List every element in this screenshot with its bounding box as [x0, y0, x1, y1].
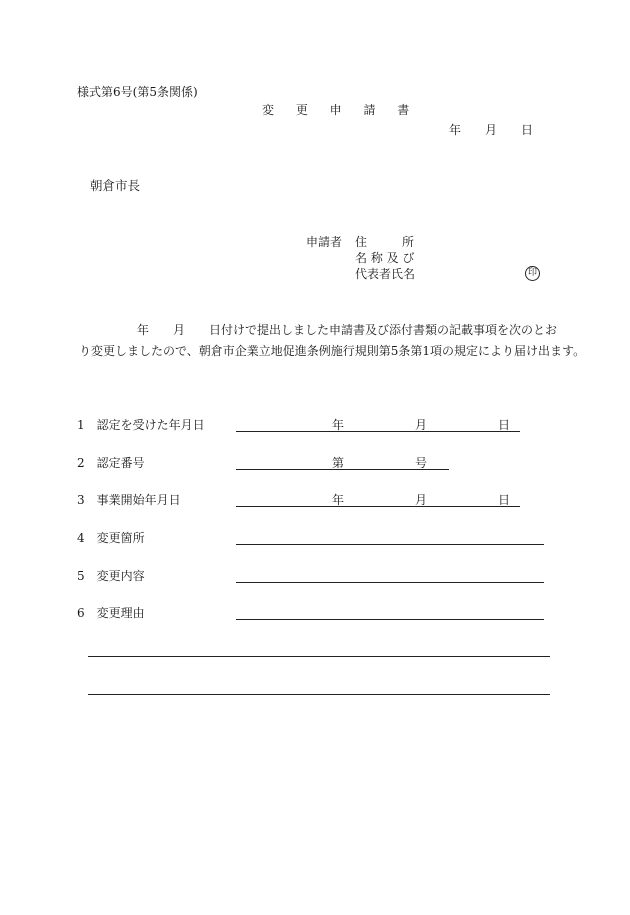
date-month-label: 月	[485, 123, 498, 137]
item-3-year-unit: 年	[332, 493, 345, 507]
name-label-line1: 名 称 及 び	[355, 251, 415, 265]
body-line2-text: り変更しましたので、朝倉市企業立地促進条例施行規則第5条第1項の規定により届け出ます。	[79, 344, 586, 358]
address-label-part2: 所	[402, 235, 415, 249]
item-3-month-unit: 月	[415, 493, 428, 507]
body-month-label: 月	[173, 323, 186, 337]
applicant-label: 申請者	[306, 235, 343, 249]
item-5-entry-line[interactable]	[236, 582, 544, 583]
reason-extra-line-2[interactable]	[88, 694, 550, 695]
address-label-part1: 住	[355, 235, 368, 249]
date-year-label: 年	[449, 123, 462, 137]
item-5-label: 5 変更内容	[77, 569, 145, 583]
seal-mark: 印	[525, 266, 540, 281]
body-year-label: 年	[137, 323, 150, 337]
reason-extra-line-1[interactable]	[88, 656, 550, 657]
item-1-label: 1 認定を受けた年月日	[77, 418, 205, 432]
date-day-label: 日	[521, 123, 534, 137]
item-2-entry-line[interactable]	[236, 469, 449, 470]
body-line1-text: 日付けで提出しました申請書及び添付書類の記載事項を次のとお	[209, 323, 558, 337]
item-1-entry-line[interactable]	[236, 431, 520, 432]
item-6-label: 6 変更理由	[77, 606, 145, 620]
item-1-year-unit: 年	[332, 418, 345, 432]
item-2-label: 2 認定番号	[77, 456, 145, 470]
item-1-day-unit: 日	[498, 418, 511, 432]
item-6-entry-line[interactable]	[236, 619, 544, 620]
item-3-label: 3 事業開始年月日	[77, 493, 181, 507]
item-4-label: 4 変更箇所	[77, 531, 145, 545]
item-4-entry-line[interactable]	[236, 544, 544, 545]
form-number: 様式第6号(第5条関係)	[77, 85, 198, 99]
item-2-suffix-unit: 号	[415, 456, 428, 470]
item-3-entry-line[interactable]	[236, 506, 520, 507]
item-3-day-unit: 日	[498, 493, 511, 507]
item-2-prefix-unit: 第	[332, 456, 345, 470]
addressee: 朝倉市長	[90, 178, 141, 193]
name-label-line2: 代表者氏名	[355, 267, 416, 281]
document-title: 変 更 申 請 書	[262, 103, 419, 117]
item-1-month-unit: 月	[415, 418, 428, 432]
